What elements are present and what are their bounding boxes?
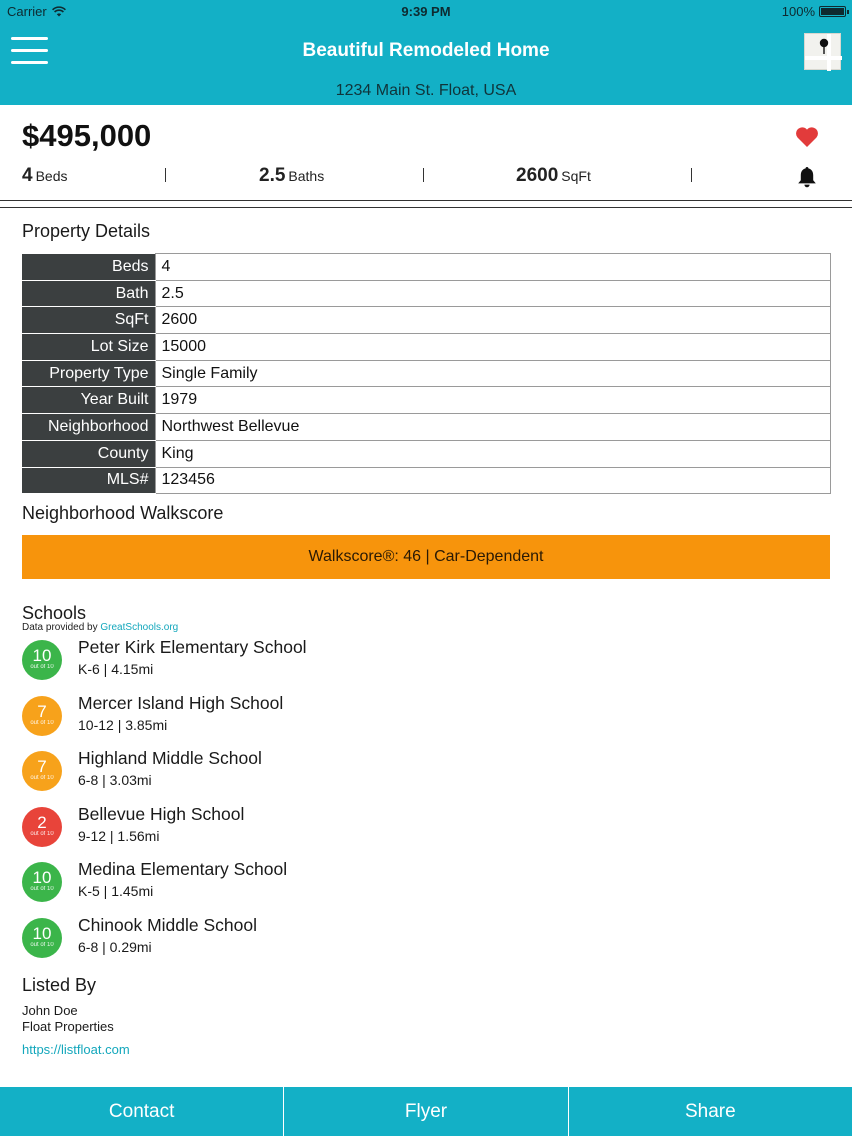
listing-title: Beautiful Remodeled Home: [302, 40, 550, 61]
sqft-stat: [516, 165, 591, 187]
detail-label: Property Type: [22, 360, 155, 387]
detail-value: 123456: [155, 467, 831, 494]
school-rating-badge: [22, 640, 62, 680]
baths-label: Baths: [288, 168, 325, 184]
school-grades-distance: K-5 | 1.45mi: [78, 883, 154, 899]
school-list-item[interactable]: [22, 637, 622, 684]
school-grades-distance: K-6 | 4.15mi: [78, 661, 154, 677]
rating-scale-label: out of 10: [30, 664, 54, 670]
school-name: Bellevue High School: [78, 803, 245, 824]
school-rating: 10: [32, 646, 52, 665]
listing-price: $495,000: [22, 118, 152, 153]
school-grades-distance: 9-12 | 1.56mi: [78, 827, 160, 844]
school-rating: 7: [37, 757, 47, 776]
schools-credit: [22, 622, 178, 633]
detail-label: MLS#: [22, 467, 155, 494]
credit-prefix: Data provided by: [22, 622, 98, 633]
divider: [0, 200, 852, 201]
property-detail-row: [22, 440, 831, 467]
rating-scale-label: out of 10: [30, 775, 54, 781]
school-rating-badge: [22, 751, 62, 791]
detail-value: King: [155, 440, 831, 467]
stat-divider: [423, 168, 424, 182]
walkscore-heading: Neighborhood Walkscore: [22, 503, 224, 523]
listing-website-link[interactable]: https://listfloat.com: [22, 1042, 130, 1057]
walkscore-text: Walkscore®: 46 | Car-Dependent: [308, 548, 544, 565]
school-rating-badge: [22, 918, 62, 958]
detail-label: Beds: [22, 254, 155, 281]
school-rating-badge: [22, 696, 62, 736]
baths-stat: [259, 165, 324, 187]
rating-scale-label: out of 10: [30, 719, 54, 726]
bell-icon[interactable]: [795, 165, 819, 189]
sqft-label: SqFt: [561, 168, 591, 184]
detail-value: 4: [155, 254, 831, 281]
property-details-table: [22, 253, 831, 494]
detail-label: County: [22, 440, 155, 467]
stat-divider: [691, 168, 692, 182]
school-list-item[interactable]: [22, 748, 622, 795]
rating-scale-label: out of 10: [30, 941, 54, 948]
detail-label: Year Built: [22, 387, 155, 414]
divider: [0, 207, 852, 208]
detail-label: Lot Size: [22, 334, 155, 361]
school-rating-badge: [22, 862, 62, 902]
school-name: Peter Kirk Elementary School: [78, 637, 307, 657]
detail-value: 2.5: [155, 280, 831, 307]
status-time: 9:39 PM: [401, 4, 451, 19]
school-rating: 7: [37, 701, 47, 721]
property-detail-row: [22, 280, 831, 307]
status-bar: [0, 0, 852, 24]
rating-scale-label: out of 10: [30, 886, 54, 892]
school-name: Chinook Middle School: [78, 914, 257, 935]
property-detail-row: [22, 307, 831, 334]
school-list-item[interactable]: [22, 803, 622, 851]
school-list-item[interactable]: [22, 692, 622, 740]
map-pin-icon[interactable]: [804, 33, 841, 70]
carrier-label: Carrier: [7, 4, 47, 19]
school-rating: 10: [32, 868, 52, 887]
school-list-item[interactable]: [22, 859, 622, 906]
school-rating-badge: [22, 807, 62, 847]
nav-header: [0, 24, 852, 105]
rating-scale-label: out of 10: [30, 830, 54, 837]
bottom-action-bar: [0, 1087, 852, 1136]
school-rating: 10: [32, 923, 52, 943]
beds-stat: [22, 165, 68, 187]
agent-company: Float Properties: [22, 1019, 114, 1034]
battery-percent: 100%: [781, 4, 815, 19]
property-detail-row: [22, 334, 831, 361]
greatschools-link[interactable]: GreatSchools.org: [100, 622, 179, 633]
school-grades-distance: 10-12 | 3.85mi: [78, 716, 168, 733]
detail-value: 15000: [155, 334, 831, 361]
detail-label: SqFt: [22, 307, 155, 334]
detail-value: 2600: [155, 307, 831, 334]
share-button[interactable]: Share: [684, 1100, 736, 1122]
walkscore-banner[interactable]: [22, 535, 830, 579]
detail-label: Bath: [22, 280, 155, 307]
school-name: Highland Middle School: [78, 748, 262, 768]
sqft-value: 2600: [516, 165, 559, 186]
detail-value: Northwest Bellevue: [155, 414, 831, 441]
agent-name: John Doe: [22, 1003, 78, 1018]
stat-divider: [165, 168, 166, 182]
flyer-button[interactable]: Flyer: [284, 1087, 568, 1136]
baths-value: 2.5: [259, 165, 286, 186]
property-detail-row: [22, 360, 831, 387]
detail-value: Single Family: [155, 360, 831, 387]
school-rating: 2: [37, 812, 47, 832]
listing-address: 1234 Main St. Float, USA: [335, 82, 517, 99]
school-grades-distance: 6-8 | 3.03mi: [78, 772, 152, 788]
school-grades-distance: 6-8 | 0.29mi: [78, 938, 152, 955]
school-name: Mercer Island High School: [78, 692, 284, 713]
beds-value: 4: [22, 165, 33, 186]
heart-icon[interactable]: [795, 126, 819, 148]
property-details-heading: Property Details: [22, 221, 151, 241]
detail-value: 1979: [155, 387, 831, 414]
battery-icon: [819, 6, 846, 17]
beds-label: Beds: [35, 168, 68, 184]
school-list-item[interactable]: [22, 914, 622, 962]
property-detail-row: [22, 467, 831, 494]
property-detail-row: [22, 414, 831, 441]
battery-indicator: [782, 4, 846, 19]
schools-heading: Schools: [22, 603, 87, 623]
property-detail-row: [22, 254, 831, 281]
listed-by-heading: Listed By: [22, 975, 97, 995]
property-detail-row: [22, 387, 831, 414]
detail-label: Neighborhood: [22, 414, 155, 441]
contact-button[interactable]: Contact: [0, 1087, 284, 1136]
school-name: Medina Elementary School: [78, 859, 288, 879]
